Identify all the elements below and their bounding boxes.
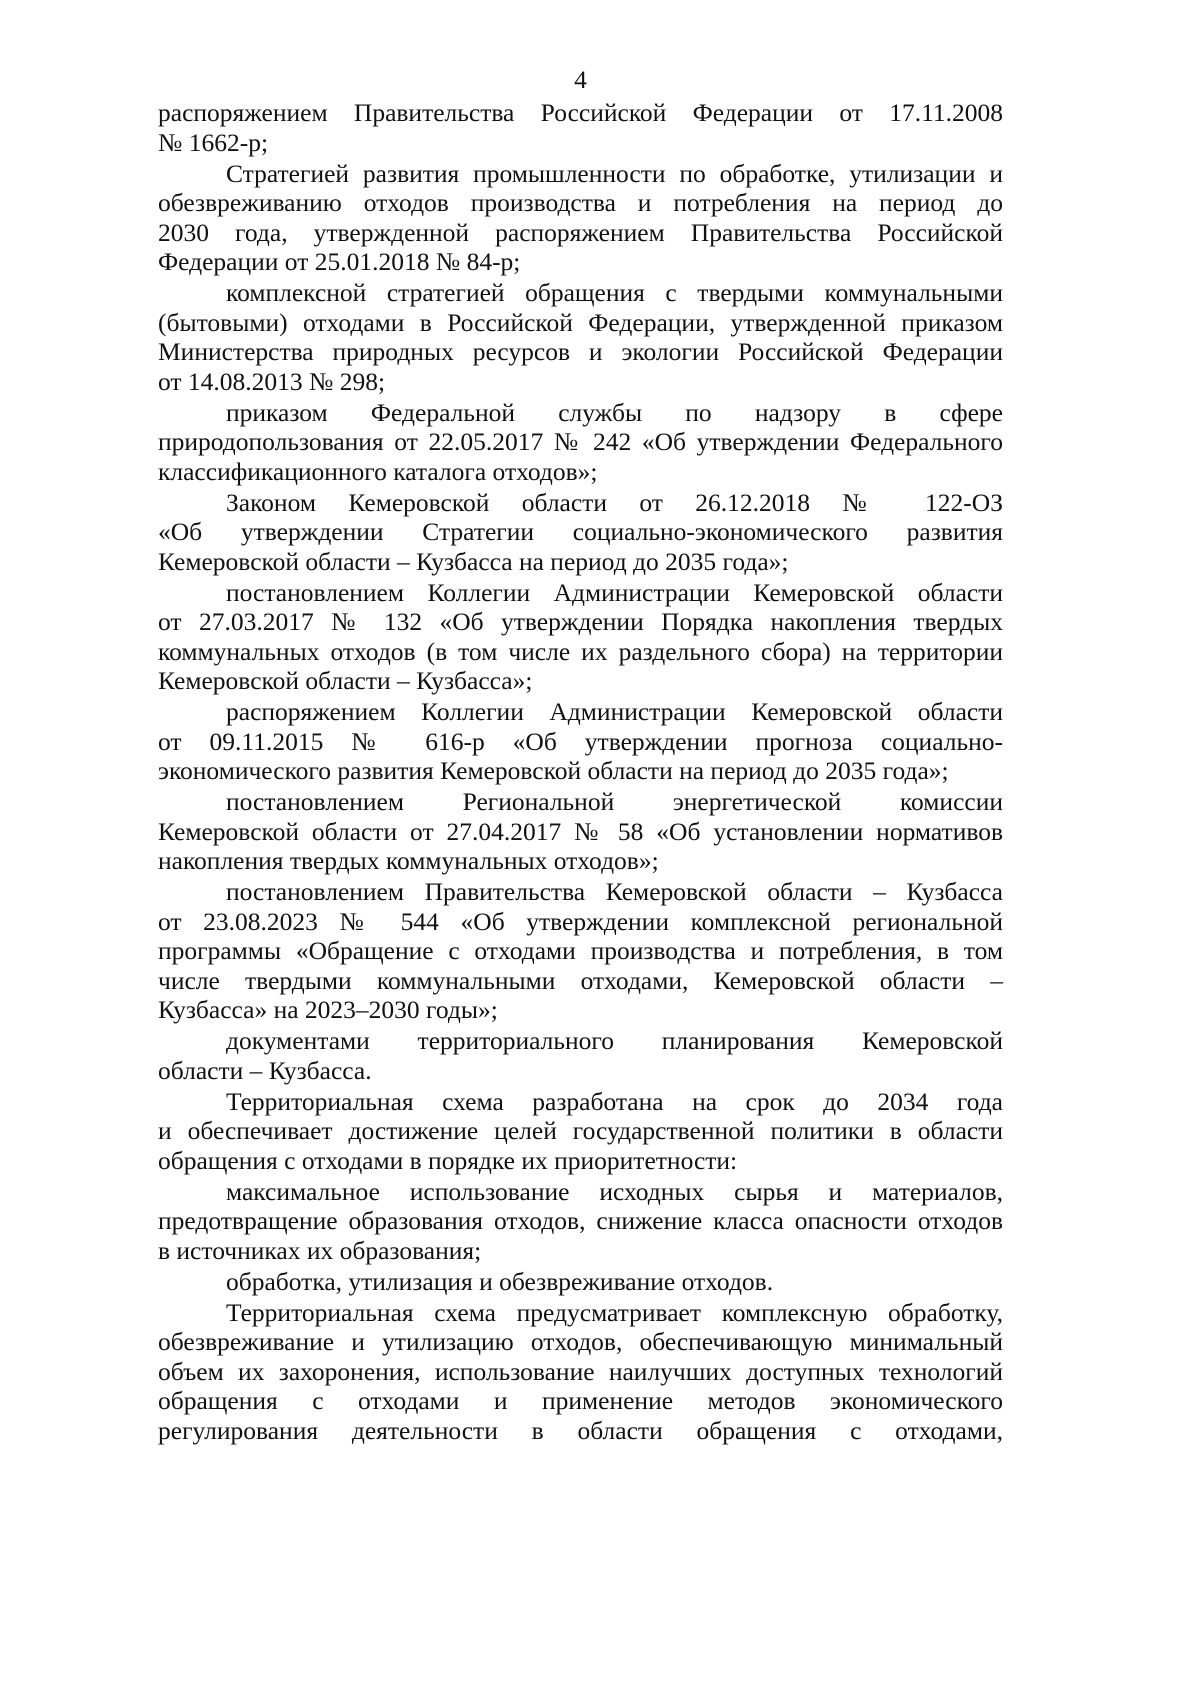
- text-line: Кемеровской области от 27.04.2017 № 58 «Об установлении нормативов: [158, 816, 1003, 846]
- text-line: Законом Кемеровской области от 26.12.2018 № 122-ОЗ: [226, 487, 1003, 517]
- text-line: Кемеровской области – Кузбасса на период до 2035 года»;: [158, 546, 789, 576]
- text-line: распоряжением Коллегии Администрации Кемеровской области: [226, 697, 1003, 726]
- text-line: и обеспечивает достижение целей государственной политики в области: [158, 1116, 1003, 1145]
- text-line: постановлением Коллегии Администрации Кемеровской области: [226, 577, 1003, 607]
- text-line: Территориальная схема разработана на срок до 2034 года: [226, 1086, 1003, 1116]
- text-line: обращения с отходами в порядке их приоритетности:: [158, 1145, 738, 1175]
- text-line: от 14.08.2013 № 298;: [158, 366, 386, 396]
- text-line: постановлением Региональной энергетической комиссии: [226, 787, 1003, 816]
- text-line: постановлением Правительства Кемеровской области – Кузбасса: [226, 877, 1003, 906]
- text-line: классификационного каталога отходов»;: [158, 456, 598, 486]
- text-line: Федерации от 25.01.2018 № 84-р;: [158, 247, 521, 276]
- text-line: накопления твердых коммунальных отходов»;: [158, 846, 659, 875]
- text-line: обращения с отходами и применение методов экономического: [158, 1386, 1003, 1415]
- text-line: в источниках их образования;: [158, 1235, 482, 1265]
- text-line: документами территориального планирования Кемеровской: [226, 1026, 1003, 1055]
- paragraph: [158, 578, 1003, 696]
- paragraph: [158, 787, 1003, 876]
- text-line: комплексной стратегией обращения с твердыми коммунальными: [226, 278, 1003, 307]
- text-line: коммунальных отходов (в том числе их раздельного сбора) на территории: [158, 636, 1003, 666]
- text-line: числе твердыми коммунальными отходами, Кемеровской области –: [158, 965, 1003, 995]
- paragraph: [158, 278, 1003, 396]
- paragraph: [158, 488, 1003, 577]
- paragraph: [158, 697, 1003, 786]
- paragraph: [158, 1267, 1003, 1297]
- text-line: регулирования деятельности в области обращения с отходами,: [158, 1415, 1003, 1445]
- text-line: приказом Федеральной службы по надзору в сфере: [226, 397, 1003, 427]
- paragraph: [158, 1026, 1003, 1085]
- text-line: объем их захоронения, использование наилучших доступных технологий: [158, 1356, 1003, 1386]
- text-line: Кузбасса» на 2023–2030 годы»;: [158, 995, 498, 1024]
- text-line: природопользования от 22.05.2017 № 242 «Об утверждении Федерального: [158, 427, 1003, 456]
- text-line: Территориальная схема предусматривает комплексную обработку,: [226, 1297, 1003, 1327]
- text-line: от 27.03.2017 № 132 «Об утверждении Порядка накопления твердых: [158, 607, 1003, 636]
- paragraph: [158, 877, 1003, 1025]
- text-line: предотвращение образования отходов, снижение класса опасности отходов: [158, 1206, 1003, 1235]
- paragraph: [158, 1087, 1003, 1176]
- text-line: обработка, утилизация и обезвреживание отходов.: [226, 1266, 774, 1296]
- page-number: 4: [574, 65, 587, 94]
- paragraph: [158, 1298, 1003, 1446]
- text-line: от 23.08.2023 № 544 «Об утверждении комплексной региональной: [158, 906, 1003, 936]
- text-line: Кемеровской области – Кузбасса»;: [158, 666, 533, 695]
- paragraph: [158, 1177, 1003, 1266]
- text-line: «Об утверждении Стратегии социально-экономического развития: [158, 517, 1003, 546]
- text-line: экономического развития Кемеровской области на период до 2035 года»;: [158, 756, 949, 785]
- text-line: распоряжением Правительства Российской Федерации от 17.11.2008: [158, 98, 1003, 127]
- text-line: Министерства природных ресурсов и экологии Российской Федерации: [158, 337, 1003, 366]
- text-line: (бытовыми) отходами в Российской Федерации, утвержденной приказом: [158, 307, 1003, 337]
- text-line: 2030 года, утвержденной распоряжением Правительства Российской: [158, 217, 1003, 247]
- document-body: [158, 98, 1003, 1445]
- paragraph: [158, 159, 1003, 277]
- paragraph: [158, 398, 1003, 487]
- text-line: области – Кузбасса.: [158, 1055, 372, 1085]
- text-line: программы «Обращение с отходами производства и потребления, в том: [158, 936, 1003, 965]
- text-line: обезвреживанию отходов производства и потребления на период до: [158, 188, 1003, 217]
- text-line: обезвреживание и утилизацию отходов, обеспечивающую минимальный: [158, 1327, 1003, 1356]
- text-line: максимальное использование исходных сырья и материалов,: [226, 1176, 1003, 1206]
- text-line: от 09.11.2015 № 616-р «Об утверждении прогноза социально-: [158, 726, 1003, 756]
- paragraph: [158, 98, 1003, 157]
- text-line: Стратегией развития промышленности по обработке, утилизации и: [226, 158, 1003, 188]
- text-line: № 1662-р;: [158, 127, 269, 157]
